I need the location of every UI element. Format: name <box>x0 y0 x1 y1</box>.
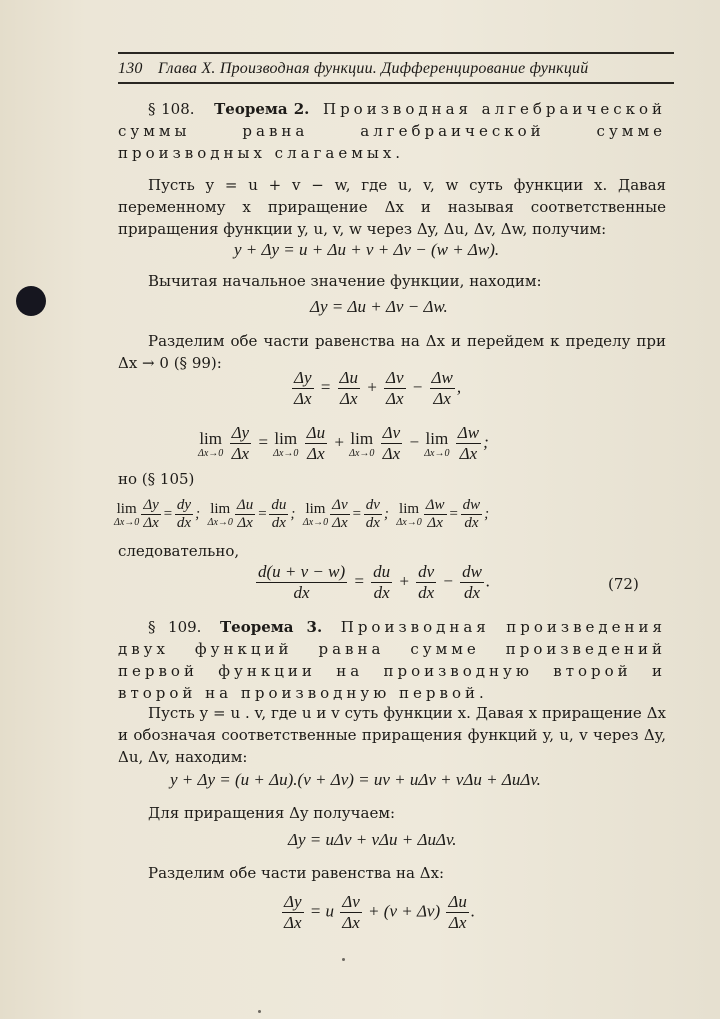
ink-blot <box>16 286 46 316</box>
factor-v: (v + Δv) <box>383 901 441 921</box>
derivative-limits: lim Δx→0 $\frac{\Delta y}{\Delta x}$ = $\frac{dy}{dx}$ ; lim Δx→0 $\frac{\Delta u}{\Delta x}$ = $\frac{du}{dx}$ ; lim Δx→0 $\frac{\Delta v}{\Delta x}$ = $\frac{dv}{dx}$ ; lim Δx→0 $\frac{\Delta w}{\Delta x}$ = $\frac{dw}{dx}$ ; <box>114 497 490 531</box>
fraction-equation: $\frac{\Delta y}{\Delta x}$ = $\frac{\Delta u}{\Delta x}$ + $\frac{\Delta v}{\Delta x}$ − $\frac{\Delta w}{\Delta x}$ , <box>294 368 462 408</box>
denominator: dx <box>464 515 479 531</box>
denominator: Δx <box>231 444 250 463</box>
numerator: Δu <box>339 368 358 387</box>
paragraph: Пусть y = u + v − w, где u, v, w суть функции x. Давая переменному x приращение Δx и называя соответственные приращения функции y, u, v, w через Δy, Δu, Δv, Δw, получим: <box>118 176 666 238</box>
equation: Δy = uΔv + vΔu + ΔuΔv. <box>288 830 457 849</box>
numerator: Δu <box>448 892 467 911</box>
denominator: Δx <box>342 913 360 932</box>
lim-label: lim <box>210 501 231 517</box>
numerator: Δy <box>143 497 159 513</box>
denominator: dx <box>271 515 286 531</box>
header-top-rule <box>118 52 674 54</box>
lim-label: lim <box>425 428 449 448</box>
numerator: Δw <box>431 368 453 387</box>
quotient-equation: $\frac{\Delta y}{\Delta x}$ = u $\frac{\Delta v}{\Delta x}$ + (v + Δv) $\frac{\Delta u}{\Delta x}$ . <box>284 892 476 932</box>
numerator: Δv <box>385 368 404 387</box>
paragraph: Разделим обе части равенства на Δx и перейдем к пределу при Δx → 0 (§ 99): <box>118 332 666 372</box>
lim-label: lim <box>399 501 420 517</box>
lim-subscript: Δx→0 <box>396 517 422 528</box>
denominator: dx <box>176 515 192 531</box>
equation-number: (72) <box>608 575 639 593</box>
theorem-label: Теорема 3. <box>220 618 323 636</box>
section-number: § 108. <box>148 100 195 118</box>
lim-label: lim <box>305 501 326 517</box>
header-bottom-rule <box>118 82 674 84</box>
denominator: Δx <box>237 515 253 531</box>
numerator: Δv <box>332 497 348 513</box>
numerator: d(u + v − w) <box>258 562 346 581</box>
theorem-109 <box>118 616 666 704</box>
denominator: Δx <box>284 913 302 932</box>
lim-subscript: Δx→0 <box>114 517 140 528</box>
numerator: Δy <box>231 423 250 442</box>
lim-subscript: Δx→0 <box>198 447 224 459</box>
numerator: Δv <box>342 892 360 911</box>
theorem-label: Теорема 2. <box>214 100 310 118</box>
running-title: Глава X. Производная функции. Дифференцирование функций <box>158 60 589 77</box>
lim-subscript: Δx→0 <box>207 517 233 528</box>
numerator: dw <box>462 497 481 513</box>
numerator: Δu <box>236 497 254 513</box>
factor-u: u <box>325 901 335 921</box>
lim-subscript: Δx→0 <box>424 447 450 459</box>
lim-subscript: Δx→0 <box>349 447 375 459</box>
numerator: dv <box>365 497 380 513</box>
theorem-108 <box>118 98 666 164</box>
limit-equation: lim Δx→0 $\frac{\Delta y}{\Delta x}$ = lim Δx→0 $\frac{\Delta u}{\Delta x}$ + lim Δx→0 $\frac{\Delta v}{\Delta x}$ − lim Δx→0 $\frac{\Delta w}{\Delta x}$ ; <box>198 423 489 463</box>
theorem-statement: Производная произведения двух функций равна сумме произведений первой функции на производную второй и второй на производную первой. <box>118 618 666 702</box>
numerator: du <box>373 562 391 581</box>
denominator: Δx <box>385 389 404 408</box>
denominator: dx <box>418 583 435 602</box>
denominator: Δx <box>143 515 159 531</box>
paragraph: Пусть y = u . v, где u и v суть функции x. Давая x приращение Δx и обозначая соответственные приращения функций y, u, v через Δy, Δu, Δv, находим: <box>118 704 666 766</box>
lim-label: lim <box>350 428 374 448</box>
numerator: dv <box>418 562 435 581</box>
denominator: Δx <box>332 515 348 531</box>
denominator: dx <box>464 583 481 602</box>
denominator: dx <box>373 583 390 602</box>
paragraph: Разделим обе части равенства на Δx: <box>148 864 445 882</box>
section-number: § 109. <box>148 618 202 636</box>
equation: y + Δy = (u + Δu).(v + Δv) = uv + uΔv + vΔu + ΔuΔv. <box>170 770 541 789</box>
denominator: Δx <box>433 389 451 408</box>
paragraph: следовательно, <box>118 542 240 560</box>
lim-label: lim <box>199 428 222 448</box>
theorem-statement: Производная алгебраической суммы равна алгебраической сумме производных слагаемых. <box>118 100 667 162</box>
denominator: dx <box>365 515 380 531</box>
paragraph: Для приращения Δy получаем: <box>148 804 396 822</box>
denominator: dx <box>293 583 310 602</box>
equation: Δy = Δu + Δv − Δw. <box>310 297 448 316</box>
numerator: du <box>271 497 287 513</box>
denominator: Δx <box>307 444 325 463</box>
denominator: Δx <box>459 444 478 463</box>
denominator: Δx <box>382 444 401 463</box>
numerator: Δw <box>425 497 445 513</box>
lim-subscript: Δx→0 <box>273 447 299 459</box>
numerator: Δv <box>382 423 401 442</box>
page-number: 130 <box>118 60 143 77</box>
denominator: Δx <box>339 389 358 408</box>
equation: y + Δy = u + Δu + v + Δv − (w + Δw). <box>234 240 500 259</box>
denominator: Δx <box>448 913 467 932</box>
paper-speck <box>342 958 345 961</box>
paragraph: Вычитая начальное значение функции, находим: <box>148 272 542 290</box>
numerator: Δy <box>284 892 302 911</box>
lim-subscript: Δx→0 <box>302 517 329 528</box>
numerator: dw <box>462 562 482 581</box>
numerator: Δu <box>306 423 326 442</box>
numerator: Δy <box>294 368 312 387</box>
lim-label: lim <box>116 501 137 517</box>
denominator: Δx <box>427 515 443 531</box>
paragraph: но (§ 105) <box>118 470 195 488</box>
numerator: dy <box>176 497 192 513</box>
numerator: Δw <box>457 423 480 442</box>
denominator: Δx <box>294 389 312 408</box>
equation-72: $\frac{d(u + v - w)}{dx}$ = $\frac{du}{dx}$ + $\frac{dv}{dx}$ − $\frac{dw}{dx}$ . <box>258 562 491 602</box>
lim-label: lim <box>274 428 298 448</box>
paper-speck <box>258 1010 261 1013</box>
